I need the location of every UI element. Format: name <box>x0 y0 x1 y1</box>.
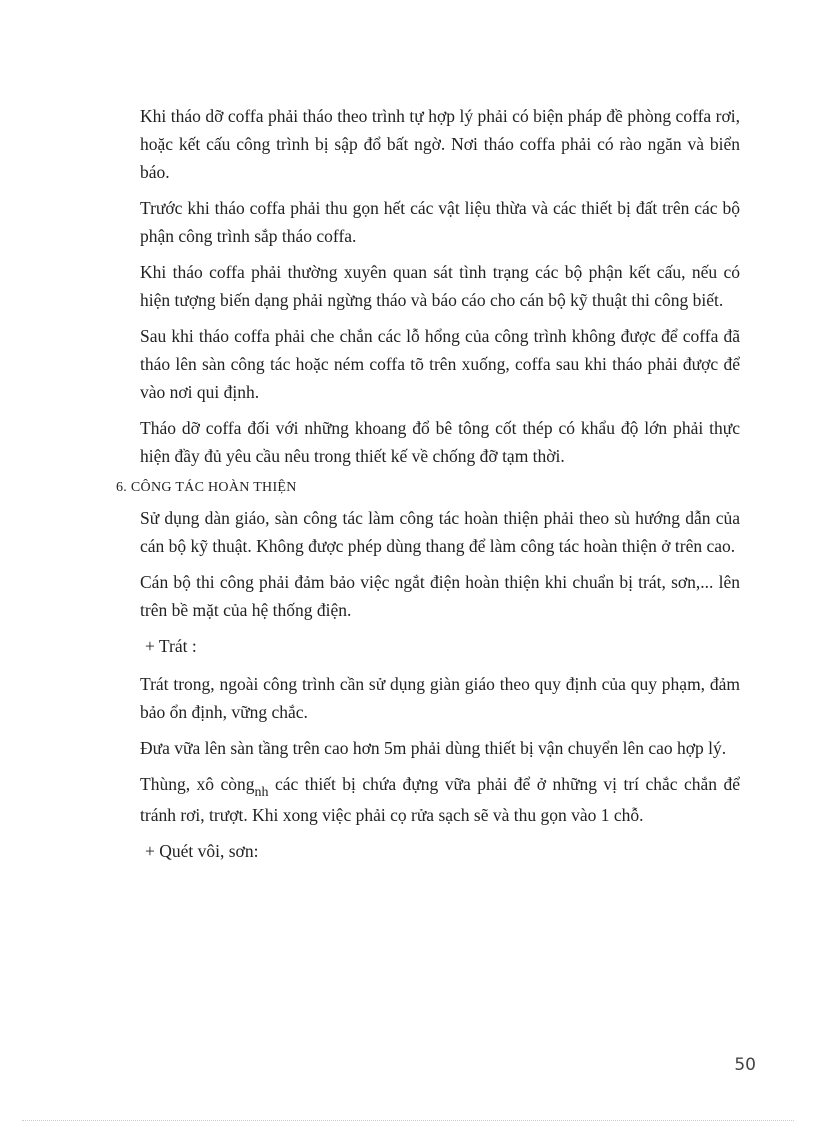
paragraph: Khi tháo dỡ coffa phải tháo theo trình tự hợp lý phải có biện pháp đề phòng coffa rơi, hoặc kết cấu công trình bị sập đổ bất ngờ. Nơi tháo coffa phải có rào ngăn và biển báo. <box>140 106 740 182</box>
sub-heading-trat: + Trát : <box>145 636 197 656</box>
paragraph-text: Thùng, xô còng <box>140 774 255 794</box>
paragraph-text: các thiết bị chứa đựng vữa phải để ở những vị trí chắc chắn để tránh rơi, trượt. Khi xong việc phải cọ rửa sạch sẽ và thu gọn vào 1 chỗ. <box>140 774 740 825</box>
paragraph: Đưa vữa lên sàn tầng trên cao hơn 5m phải dùng thiết bị vận chuyển lên cao hợp lý. <box>140 738 727 758</box>
paragraph: Sau khi tháo coffa phải che chắn các lỗ hổng của công trình không được để coffa đã tháo lên sàn công tác hoặc ném coffa tõ trên xuống, coffa sau khi tháo phải được để vào nơi qui định. <box>140 326 740 402</box>
sub-heading-quet-voi-son: + Quét vôi, sơn: <box>145 841 259 861</box>
paragraph: Cán bộ thi công phải đảm bảo việc ngắt điện hoàn thiện khi chuẩn bị trát, sơn,... lên trên bề mặt của hệ thống điện. <box>140 572 740 620</box>
page-bottom-divider <box>22 1120 794 1121</box>
paragraph: Sử dụng dàn giáo, sàn công tác làm công tác hoàn thiện phải theo sù hướng dẫn của cán bộ kỹ thuật. Không được phép dùng thang để làm công tác hoàn thiện ở trên cao. <box>140 508 740 556</box>
paragraph: Khi tháo coffa phải thường xuyên quan sát tình trạng các bộ phận kết cấu, nếu có hiện tượng biến dạng phải ngừng tháo và báo cáo cho cán bộ kỹ thuật thi công biết. <box>140 262 740 310</box>
section-heading: 6. CÔNG TÁC HOÀN THIỆN <box>116 480 297 495</box>
paragraph-thung <box>140 770 740 829</box>
subscript-text: nh <box>254 785 269 800</box>
paragraph: Tháo dỡ coffa đối với những khoang đổ bê tông cốt thép có khẩu độ lớn phải thực hiện đầy đủ yêu cầu nêu trong thiết kế về chống đỡ tạm thời. <box>140 418 740 466</box>
page-number: 50 <box>734 1055 756 1075</box>
document-body <box>116 102 740 875</box>
paragraph: Trát trong, ngoài công trình cần sử dụng giàn giáo theo quy định của quy phạm, đảm bảo ổn định, vững chắc. <box>140 674 740 722</box>
paragraph: Trước khi tháo coffa phải thu gọn hết các vật liệu thừa và các thiết bị đất trên các bộ phận công trình sắp tháo coffa. <box>140 198 740 246</box>
